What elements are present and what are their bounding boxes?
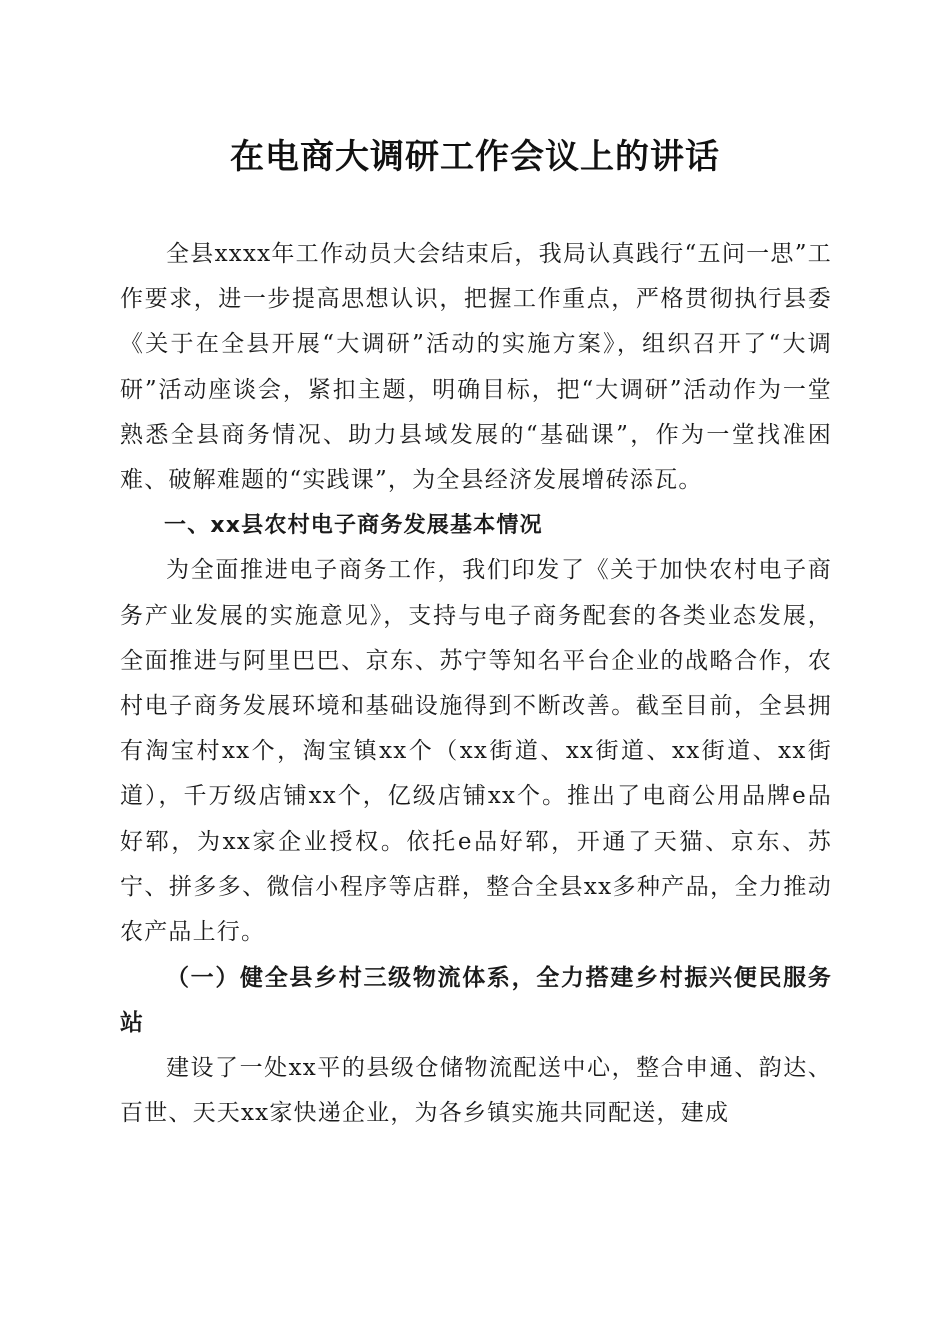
section-paragraph: 为全面推进电子商务工作，我们印发了《关于加快农村电子商务产业发展的实施意见》，支持与电子商务配套的各类业态发展，全面推进与阿里巴巴、京东、苏宁等知名平台企业的战略合作，农村电子商务发展环境和基础设施得到不断改善。截至目前，全县拥有淘宝村xx个，淘宝镇xx个（xx街道、xx街道、xx街道、xx街道），千万级店铺xx个，亿级店铺xx个。推出了电商公用品牌e品好郓，为xx家企业授权。依托e品好郓，开通了天猫、京东、苏宁、拼多多、微信小程序等店群，整合全县xx多种产品，全力推动农产品上行。 [120,557,832,946]
section-heading: 一、xx县农村电子商务发展基本情况 [164,513,543,539]
subsection-heading: （一）健全县乡村三级物流体系，全力搭建乡村振兴便民服务站 [120,964,832,1037]
subsection-paragraph: 建设了一处xx平的县级仓储物流配送中心，整合申通、韵达、百世、天天xx家快递企业，为各乡镇实施共同配送，建成 [120,1054,832,1126]
intro-paragraph: 全县xxxx年工作动员大会结束后，我局认真践行“五问一思”工作要求，进一步提高思想认识，把握工作重点，严格贯彻执行县委《关于在全县开展“大调研”活动的实施方案》，组织召开了“大调研”活动座谈会，紧扣主题，明确目标，把“大调研”活动作为一堂熟悉全县商务情况、助力县域发展的“基础课”，作为一堂找准困难、破解难题的“实践课”，为全县经济发展增砖添瓦。 [120,241,832,494]
document-body [120,232,832,1136]
page-title: 在电商大调研工作会议上的讲话 [230,137,720,177]
